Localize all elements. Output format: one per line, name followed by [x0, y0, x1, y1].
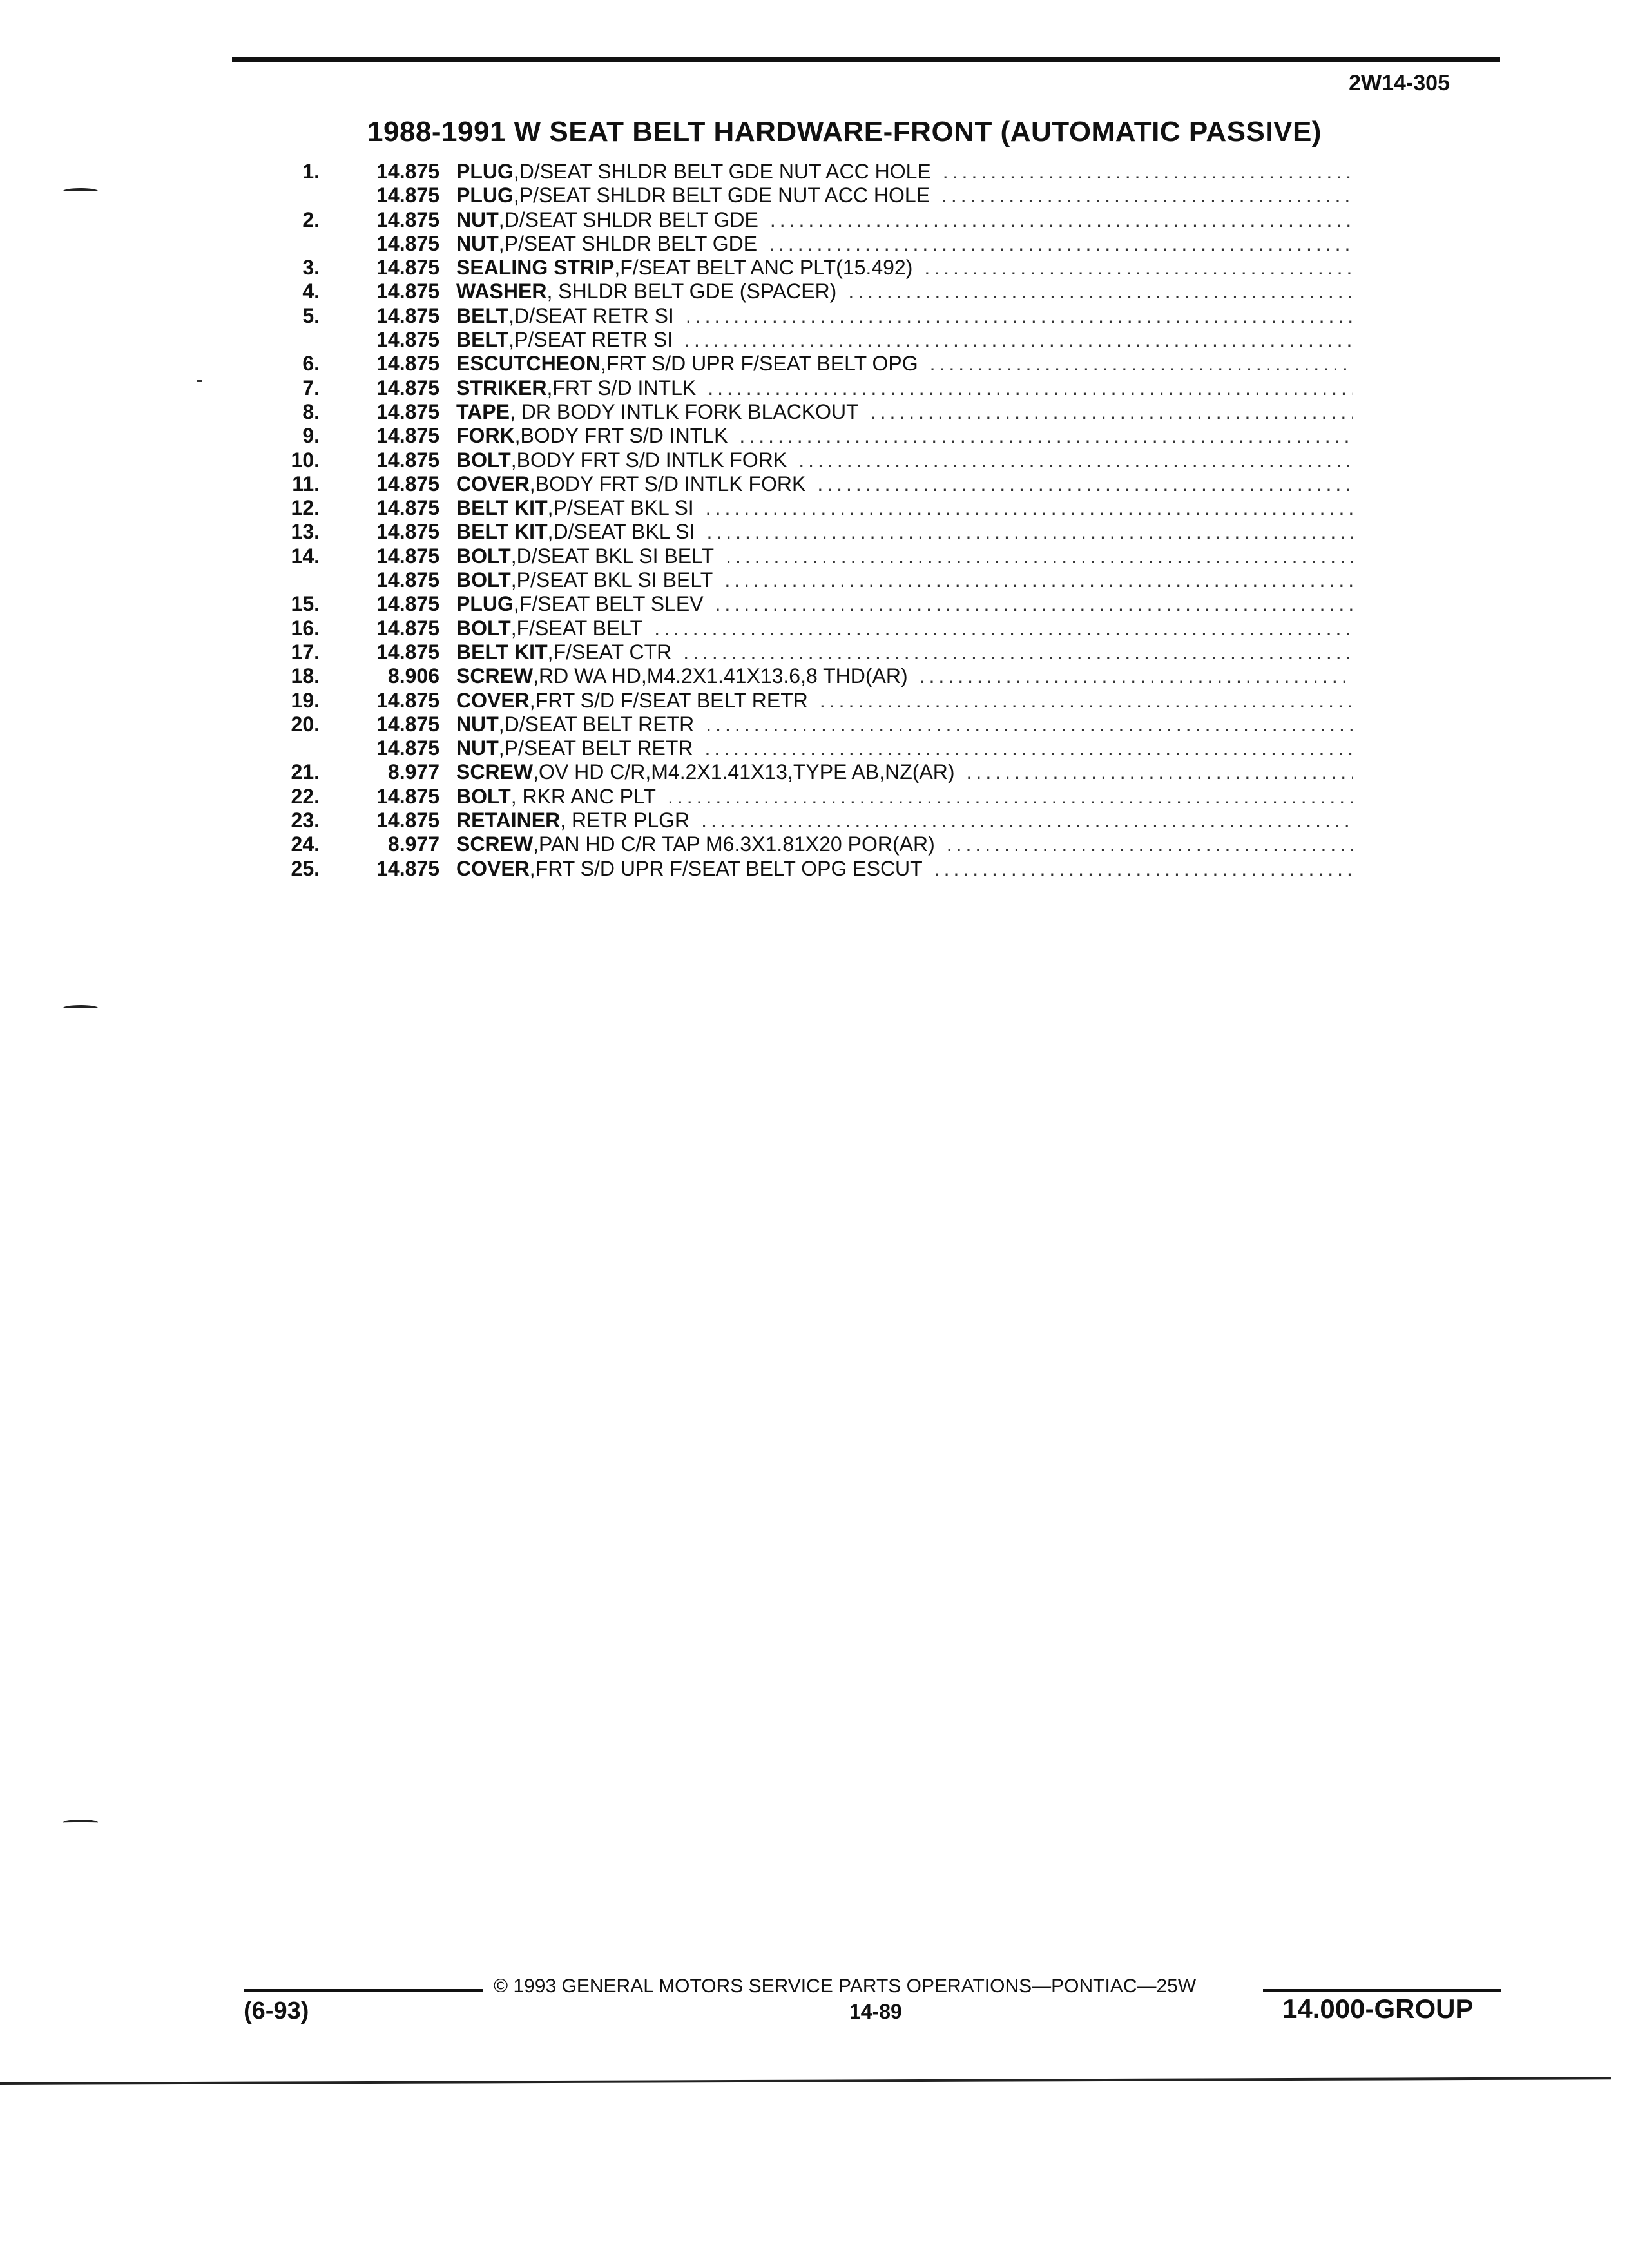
part-row: [258, 400, 1353, 424]
part-number: 20.: [291, 712, 320, 736]
part-detail: ,P/SEAT BELT RETR: [498, 736, 693, 760]
part-row: [258, 640, 1353, 664]
part-description: [456, 352, 1353, 376]
part-description: [456, 760, 1353, 784]
part-description: [456, 568, 1353, 592]
part-name: NUT: [456, 736, 499, 760]
dot-leader: [934, 857, 1353, 881]
part-row: [258, 328, 1353, 352]
part-number: 18.: [291, 664, 320, 688]
group-number: 14.875: [376, 448, 439, 472]
dot-leader: [943, 160, 1353, 184]
dot-leader: [798, 448, 1353, 472]
part-name: FORK: [456, 424, 515, 448]
dot-leader: [715, 592, 1353, 616]
dot-leader: [708, 376, 1353, 400]
page-number: 14-89: [849, 2000, 902, 2023]
part-detail: ,BODY FRT S/D INTLK FORK: [529, 472, 806, 495]
part-description: [456, 208, 1353, 232]
part-description: [456, 160, 1353, 184]
part-detail: , DR BODY INTLK FORK BLACKOUT: [509, 399, 859, 423]
part-number: 17.: [291, 640, 320, 664]
part-number: 24.: [291, 832, 320, 856]
group-number: 14.875: [376, 736, 439, 760]
part-row: [258, 785, 1353, 809]
part-description: [456, 592, 1353, 616]
revision-date: (6-93): [244, 1997, 309, 2024]
part-name: SCREW: [456, 832, 534, 856]
part-detail: ,P/SEAT SHLDR BELT GDE: [498, 231, 758, 255]
part-name: BELT KIT: [456, 520, 548, 544]
margin-dot: [197, 380, 202, 382]
part-row: [258, 232, 1353, 256]
dot-leader: [701, 809, 1353, 832]
group-number: 14.875: [376, 809, 439, 832]
part-number: 3.: [302, 256, 320, 280]
part-name: SEALING STRIP: [456, 256, 615, 280]
header-rule: [232, 57, 1500, 62]
part-row: [258, 736, 1353, 760]
group-number: 14.875: [376, 184, 439, 207]
part-detail: ,FRT S/D UPR F/SEAT BELT OPG ESCUT: [529, 856, 923, 880]
group-number: 14.875: [376, 496, 439, 520]
part-description: [456, 617, 1353, 640]
part-detail: ,FRT S/D UPR F/SEAT BELT OPG: [601, 352, 918, 376]
dot-leader: [920, 664, 1353, 688]
part-name: NUT: [456, 231, 499, 255]
part-row: [258, 352, 1353, 376]
group-number: 14.875: [376, 592, 439, 616]
part-number: 15.: [291, 592, 320, 616]
bottom-rule: [0, 2077, 1611, 2085]
dot-leader: [941, 184, 1353, 207]
dot-leader: [706, 520, 1353, 544]
part-number: 13.: [291, 520, 320, 544]
part-detail: ,D/SEAT RETR SI: [508, 303, 674, 327]
part-name: RETAINER: [456, 809, 561, 832]
part-description: [456, 424, 1353, 448]
part-row: [258, 496, 1353, 520]
part-detail: ,P/SEAT BKL SI: [547, 496, 694, 520]
group-number: 14.875: [376, 280, 439, 303]
part-detail: ,OV HD C/R,M4.2X1.41X13,TYPE AB,NZ(AR): [533, 760, 955, 784]
parts-list: [258, 160, 1353, 881]
part-name: BOLT: [456, 448, 511, 472]
dot-leader: [817, 472, 1353, 496]
part-detail: ,P/SEAT SHLDR BELT GDE NUT ACC HOLE: [513, 184, 930, 207]
dot-leader: [706, 496, 1353, 520]
dot-leader: [726, 544, 1353, 568]
part-name: BELT: [456, 303, 509, 327]
group-number: 14.875: [376, 231, 439, 255]
part-detail: ,F/SEAT CTR: [547, 640, 672, 664]
part-detail: ,F/SEAT BELT: [510, 616, 643, 640]
part-detail: ,D/SEAT BKL SI: [547, 520, 695, 544]
part-number: 19.: [291, 688, 320, 712]
part-name: NUT: [456, 207, 499, 231]
part-row: [258, 376, 1353, 400]
group-number: 14.875: [376, 520, 439, 544]
part-detail: ,FRT S/D F/SEAT BELT RETR: [529, 688, 808, 712]
dot-leader: [668, 785, 1353, 809]
part-detail: ,RD WA HD,M4.2X1.41X13.6,8 THD(AR): [533, 664, 908, 688]
part-detail: ,D/SEAT BELT RETR: [498, 712, 695, 736]
part-name: PLUG: [456, 184, 514, 207]
part-detail: ,D/SEAT SHLDR BELT GDE NUT ACC HOLE: [513, 160, 931, 183]
group-number: 14.875: [376, 376, 439, 399]
part-row: [258, 760, 1353, 784]
part-name: COVER: [456, 856, 530, 880]
part-number: 12.: [291, 496, 320, 520]
part-row: [258, 664, 1353, 688]
group-number: 14.875: [376, 856, 439, 880]
part-number: 21.: [291, 760, 320, 784]
part-name: STRIKER: [456, 376, 547, 399]
group-number: 14.875: [376, 256, 439, 280]
part-row: [258, 832, 1353, 856]
part-number: 14.: [291, 544, 320, 568]
dot-leader: [684, 328, 1353, 352]
part-name: WASHER: [456, 280, 547, 303]
part-row: [258, 280, 1353, 303]
dot-leader: [924, 256, 1353, 280]
part-detail: ,F/SEAT BELT SLEV: [513, 592, 704, 616]
group-number: 14.875: [376, 568, 439, 592]
part-description: [456, 232, 1353, 256]
part-detail: , RETR PLGR: [560, 809, 690, 832]
margin-mark: [63, 188, 98, 194]
dot-leader: [706, 713, 1353, 736]
part-name: BELT: [456, 328, 509, 352]
dot-leader: [848, 280, 1353, 303]
margin-mark: [63, 1005, 98, 1011]
page-title: 1988-1991 W SEAT BELT HARDWARE-FRONT (AUTOMATIC PASSIVE): [367, 116, 1322, 148]
part-row: [258, 568, 1353, 592]
part-row: [258, 592, 1353, 616]
group-number: 8.977: [387, 760, 439, 784]
group-number: 14.875: [376, 472, 439, 495]
footer-rule-left: [244, 1989, 483, 1992]
part-number: 8.: [302, 399, 320, 423]
part-description: [456, 689, 1353, 713]
group-number: 14.875: [376, 616, 439, 640]
part-detail: ,FRT S/D INTLK: [546, 376, 697, 399]
dot-leader: [930, 352, 1353, 376]
part-description: [456, 544, 1353, 568]
group-number: 14.875: [376, 303, 439, 327]
part-number: 22.: [291, 784, 320, 808]
dot-leader: [770, 208, 1353, 232]
part-description: [456, 664, 1353, 688]
margin-mark: [63, 1820, 98, 1825]
dot-leader: [704, 736, 1353, 760]
group-number: 14.875: [376, 352, 439, 376]
part-name: PLUG: [456, 592, 514, 616]
group-number: 14.875: [376, 328, 439, 352]
dot-leader: [654, 617, 1353, 640]
part-description: [456, 184, 1353, 207]
group-number: 14.875: [376, 640, 439, 664]
part-row: [258, 472, 1353, 496]
dot-leader: [967, 760, 1353, 784]
part-name: SCREW: [456, 664, 534, 688]
part-row: [258, 809, 1353, 832]
part-description: [456, 328, 1353, 352]
part-name: BELT KIT: [456, 496, 548, 520]
part-number: 16.: [291, 616, 320, 640]
part-description: [456, 713, 1353, 736]
part-description: [456, 280, 1353, 303]
part-name: COVER: [456, 688, 530, 712]
dot-leader: [947, 832, 1353, 856]
part-description: [456, 472, 1353, 496]
dot-leader: [820, 689, 1353, 713]
dot-leader: [724, 568, 1353, 592]
part-row: [258, 689, 1353, 713]
group-number: 14.875: [376, 424, 439, 448]
part-row: [258, 304, 1353, 328]
part-description: [456, 640, 1353, 664]
part-name: TAPE: [456, 399, 510, 423]
part-name: BOLT: [456, 568, 511, 592]
group-number: 14.875: [376, 712, 439, 736]
part-detail: ,D/SEAT BKL SI BELT: [510, 544, 715, 568]
part-number: 23.: [291, 809, 320, 832]
group-number: 14.875: [376, 207, 439, 231]
dot-leader: [871, 400, 1353, 424]
page-code: 2W14-305: [1349, 71, 1450, 95]
dot-leader: [739, 424, 1353, 448]
group-number: 14.875: [376, 784, 439, 808]
part-description: [456, 400, 1353, 424]
part-number: 7.: [302, 376, 320, 399]
part-detail: , SHLDR BELT GDE (SPACER): [546, 280, 837, 303]
part-description: [456, 256, 1353, 280]
part-number: 9.: [302, 424, 320, 448]
part-name: BOLT: [456, 544, 511, 568]
part-description: [456, 376, 1353, 400]
group-number: 8.977: [387, 832, 439, 856]
part-description: [456, 857, 1353, 881]
part-row: [258, 713, 1353, 736]
part-number: 25.: [291, 856, 320, 880]
part-description: [456, 496, 1353, 520]
part-row: [258, 208, 1353, 232]
dot-leader: [683, 640, 1353, 664]
dot-leader: [686, 304, 1353, 328]
part-detail: ,P/SEAT RETR SI: [508, 328, 673, 352]
part-number: 11.: [292, 472, 320, 495]
part-description: [456, 736, 1353, 760]
group-number: 14.875: [376, 399, 439, 423]
part-description: [456, 785, 1353, 809]
part-name: PLUG: [456, 160, 514, 183]
part-row: [258, 184, 1353, 207]
part-number: 10.: [291, 448, 320, 472]
part-detail: ,F/SEAT BELT ANC PLT(15.492): [614, 256, 913, 280]
group-code: 14.000-GROUP: [1282, 1994, 1474, 2024]
part-row: [258, 544, 1353, 568]
part-row: [258, 160, 1353, 184]
part-description: [456, 832, 1353, 856]
part-number: 2.: [302, 207, 320, 231]
part-name: BOLT: [456, 784, 511, 808]
part-description: [456, 448, 1353, 472]
part-row: [258, 448, 1353, 472]
part-detail: ,D/SEAT SHLDR BELT GDE: [498, 207, 758, 231]
part-name: COVER: [456, 472, 530, 495]
part-row: [258, 520, 1353, 544]
part-name: NUT: [456, 712, 499, 736]
part-row: [258, 857, 1353, 881]
part-number: 6.: [302, 352, 320, 376]
part-name: SCREW: [456, 760, 534, 784]
group-number: 14.875: [376, 688, 439, 712]
dot-leader: [769, 232, 1353, 256]
part-description: [456, 520, 1353, 544]
copyright-line: © 1993 GENERAL MOTORS SERVICE PARTS OPERATIONS—PONTIAC—25W: [494, 1975, 1197, 1997]
part-detail: ,BODY FRT S/D INTLK: [514, 424, 728, 448]
part-row: [258, 256, 1353, 280]
group-number: 14.875: [376, 544, 439, 568]
part-detail: ,PAN HD C/R TAP M6.3X1.81X20 POR(AR): [533, 832, 935, 856]
part-number: 4.: [302, 280, 320, 303]
part-name: BOLT: [456, 616, 511, 640]
footer-rule-right: [1263, 1989, 1501, 1992]
group-number: 14.875: [376, 160, 439, 183]
part-detail: ,P/SEAT BKL SI BELT: [510, 568, 713, 592]
part-name: BELT KIT: [456, 640, 548, 664]
part-name: ESCUTCHEON: [456, 352, 601, 376]
part-detail: , RKR ANC PLT: [510, 784, 656, 808]
part-number: 1.: [302, 160, 320, 183]
part-detail: ,BODY FRT S/D INTLK FORK: [510, 448, 787, 472]
group-number: 8.906: [387, 664, 439, 688]
part-row: [258, 617, 1353, 640]
part-description: [456, 809, 1353, 832]
part-row: [258, 424, 1353, 448]
part-description: [456, 304, 1353, 328]
part-number: 5.: [302, 303, 320, 327]
